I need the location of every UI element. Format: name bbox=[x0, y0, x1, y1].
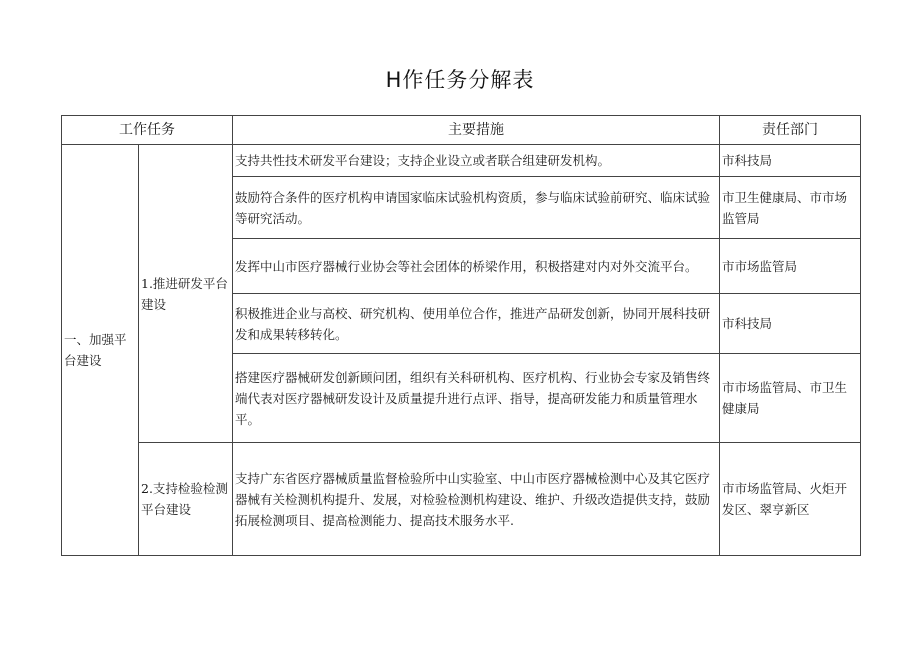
subtask-cell: 2.支持检验检测平台建设 bbox=[139, 443, 233, 556]
measure-cell: 搭建医疗器械研发创新顾问团，组织有关科研机构、医疗机构、行业协会专家及销售终端代表对医疗器械研发设计及质量提升进行点评、指导，提高研发能力和质量管理水平。 bbox=[233, 354, 720, 443]
dept-cell: 市市场监管局、火炬开发区、翠亨新区 bbox=[720, 443, 861, 556]
measure-cell: 积极推进企业与高校、研究机构、使用单位合作，推进产品研发创新，协同开展科技研发和成果转移转化。 bbox=[233, 294, 720, 354]
header-measure: 主要措施 bbox=[233, 116, 720, 145]
task-breakdown-table bbox=[61, 115, 861, 556]
measure-cell: 鼓励符合条件的医疗机构申请国家临床试验机构资质，参与临床试验前研究、临床试验等研究活动。 bbox=[233, 177, 720, 239]
table-row bbox=[62, 145, 861, 177]
dept-cell: 市卫生健康局、市市场监管局 bbox=[720, 177, 861, 239]
dept-cell: 市市场监管局、市卫生健康局 bbox=[720, 354, 861, 443]
measure-cell: 支持共性技术研发平台建设；支持企业设立或者联合组建研发机构。 bbox=[233, 145, 720, 177]
dept-cell: 市科技局 bbox=[720, 294, 861, 354]
measure-cell: 发挥中山市医疗器械行业协会等社会团体的桥梁作用，积极搭建对内对外交流平台。 bbox=[233, 239, 720, 294]
table-row bbox=[62, 443, 861, 556]
header-dept: 责任部门 bbox=[720, 116, 861, 145]
dept-cell: 市科技局 bbox=[720, 145, 861, 177]
measure-cell: 支持广东省医疗器械质量监督检验所中山实验室、中山市医疗器械检测中心及其它医疗器械有关检测机构提升、发展，对检验检测机构建设、维护、升级改造提供支持，鼓励拓展检测项目、提高检测能力、提高技术服务水平. bbox=[233, 443, 720, 556]
category-cell: 一、加强平台建设 bbox=[62, 145, 139, 556]
table-header-row bbox=[62, 116, 861, 145]
header-task: 工作任务 bbox=[62, 116, 233, 145]
page-title: H作任务分解表 bbox=[385, 68, 535, 92]
dept-cell: 市市场监管局 bbox=[720, 239, 861, 294]
subtask-cell: 1.推进研发平台建设 bbox=[139, 145, 233, 443]
